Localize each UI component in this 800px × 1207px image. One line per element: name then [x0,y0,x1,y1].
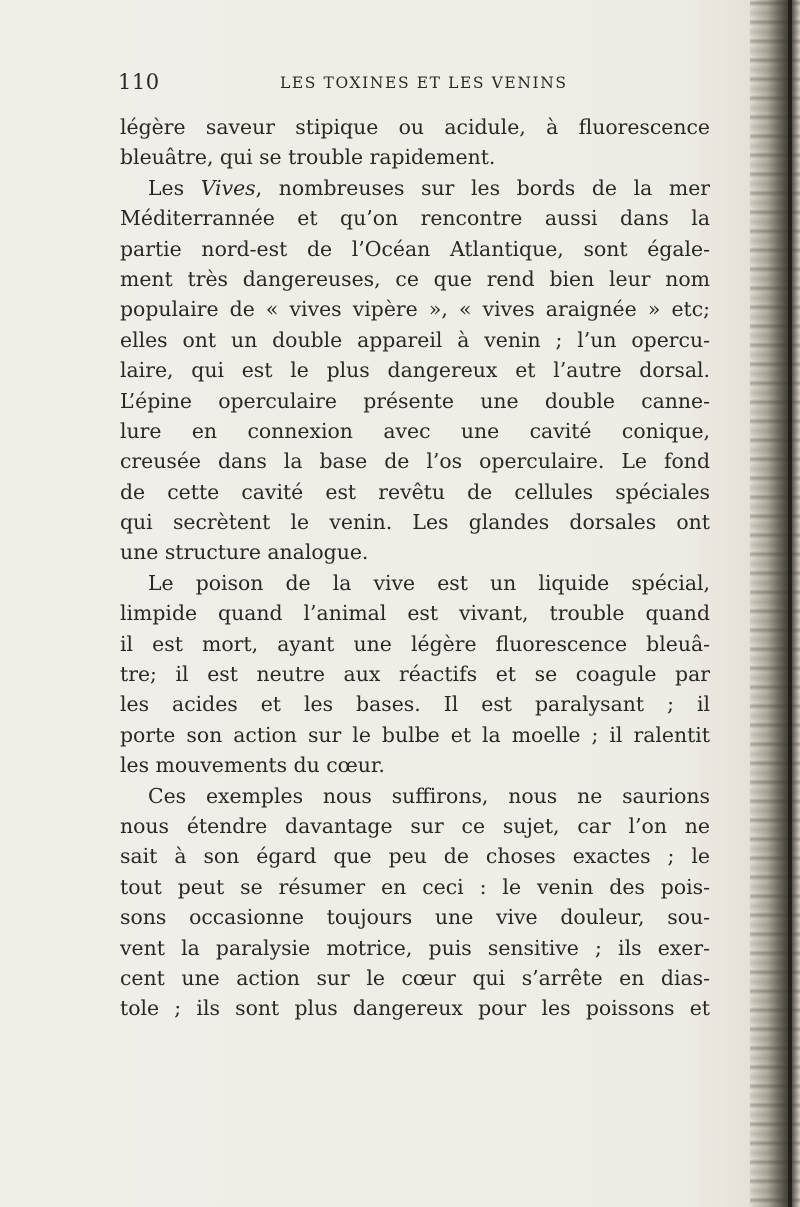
text-line: elles ont un double appareil à venin ; l’un opercu- [120,327,710,352]
text-line: il est mort, ayant une légère fluorescence bleuâ- [120,631,710,656]
text-line: bleuâtre, qui se trouble rapidement. [120,145,496,170]
text-line: Méditerrannée et qu’on rencontre aussi dans la [120,206,710,231]
text-line: vent la paralysie motrice, puis sensitive ; ils exer- [120,935,710,960]
text-line [120,173,710,203]
running-head: LES TOXINES ET LES VENINS [280,74,568,92]
text-line: laire, qui est le plus dangereux et l’autre dorsal. [120,358,710,383]
text-line: les acides et les bases. Il est paralysant ; il [120,692,710,717]
text-line: ment très dangereuses, ce que rend bien leur nom [120,266,710,291]
text-line: tole ; ils sont plus dangereux pour les poissons et [120,996,710,1021]
text-line: porte son action sur le bulbe et la moelle ; il ralentit [120,722,710,747]
italic-term: Vives [200,175,256,200]
text-line: lure en connexion avec une cavité conique, [120,418,710,443]
text-line: de cette cavité est revêtu de cellules spéciales [120,479,710,504]
page-number: 110 [118,70,160,94]
text-line: sait à son égard que peu de choses exactes ; le [120,844,710,869]
text-line: Ces exemples nous suffirons, nous ne saurions [148,783,710,808]
text-line: qui secrètent le venin. Les glandes dorsales ont [120,510,710,535]
text-line: sons occasionne toujours une vive douleur, sou- [120,905,710,930]
text-line: une structure analogue. [120,540,369,565]
page-edge-line [788,0,792,1207]
text-line: légère saveur stipique ou acidule, à fluorescence [120,115,710,139]
text-line: creusée dans la base de l’os operculaire. Le fond [120,449,710,474]
text-line: Le poison de la vive est un liquide spécial, [148,570,710,595]
text-line: cent une action sur le cœur qui s’arrête en dias- [120,965,710,990]
text-line: tout peut se résumer en ceci : le venin des pois- [120,874,710,899]
text-fragment: Les [148,175,201,200]
binding-edge [750,0,800,1207]
text-line: limpide quand l’animal est vivant, trouble quand [120,601,710,626]
text-line: tre; il est neutre aux réactifs et se coagule par [120,662,710,687]
body-text [120,112,710,1024]
text-line: nous étendre davantage sur ce sujet, car l’on ne [120,813,710,838]
text-line: L’épine operculaire présente une double canne- [120,388,710,413]
text-line: populaire de « vives vipère », « vives araignée » etc; [120,297,710,322]
text-line: les mouvements du cœur. [120,753,385,778]
page-header [118,70,718,100]
text-fragment: , nombreuses sur les bords de la mer [255,175,711,200]
text-line: partie nord-est de l’Océan Atlantique, sont égale- [120,236,710,261]
